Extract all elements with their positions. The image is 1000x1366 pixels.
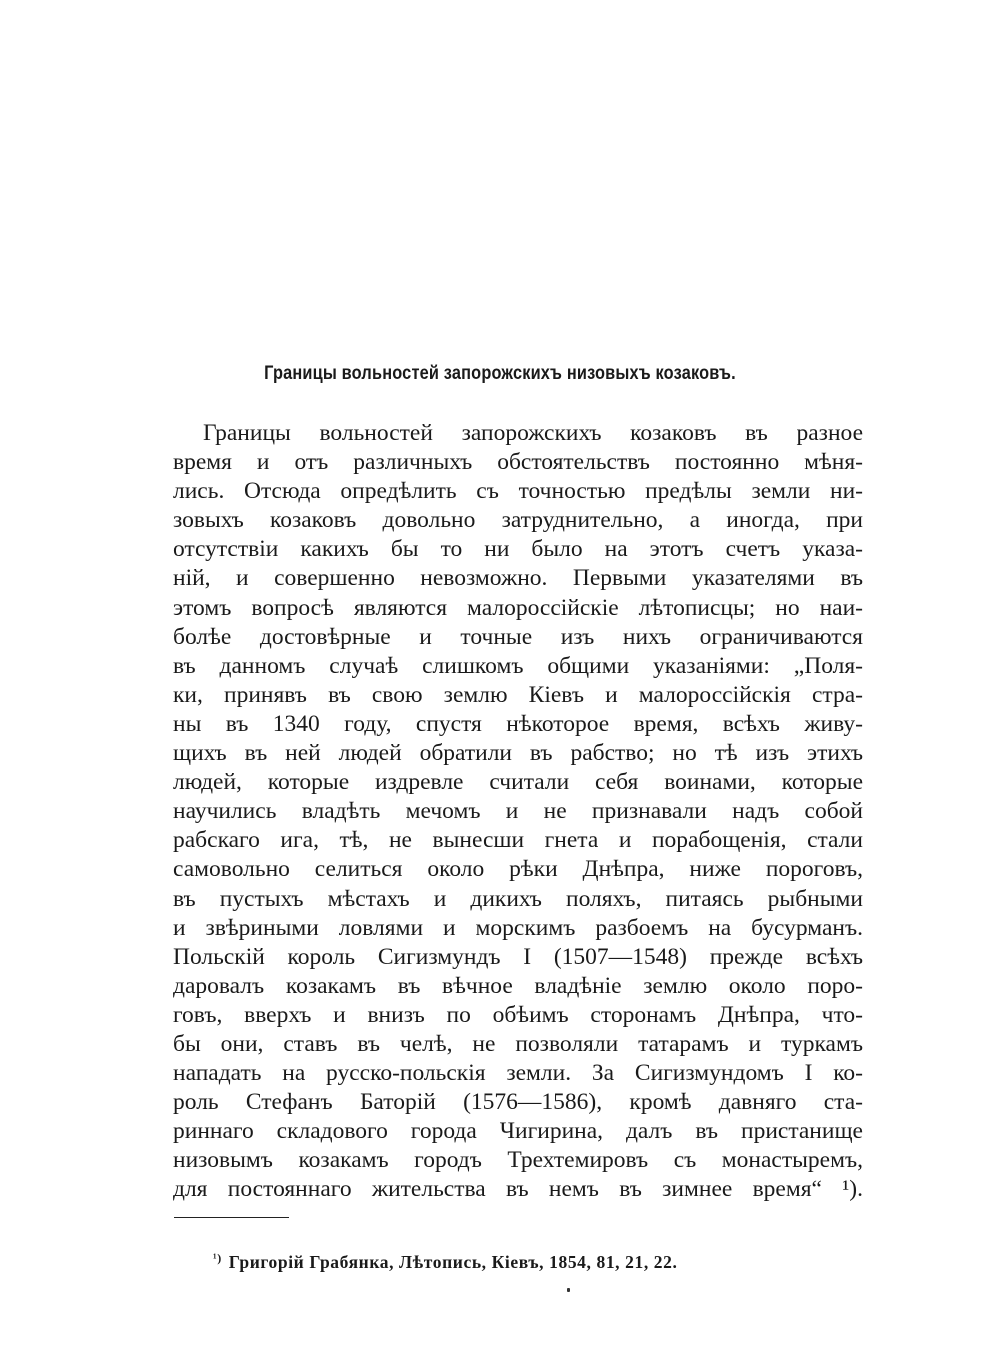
body-line: ній, и совершенно невозможно. Первыми указателями въ — [173, 565, 863, 592]
footnote-divider — [174, 1217, 289, 1218]
body-line: бы они, ставъ въ челѣ, не позволяли татарамъ и туркамъ — [173, 1030, 863, 1057]
body-line: ки, принявъ въ свою землю Кіевъ и малороссійскія стра- — [173, 681, 863, 708]
body-line: въ пустыхъ мѣстахъ и дикихъ поляхъ, питаясь рыбными — [173, 885, 863, 912]
body-line: низовымъ козакамъ городъ Трехтемировъ съ монастыремъ, — [173, 1147, 863, 1174]
print-speck — [567, 1288, 570, 1292]
body-paragraph — [173, 419, 863, 1205]
body-line: Границы вольностей запорожскихъ козаковъ въ разное — [203, 420, 863, 446]
body-line: ны въ 1340 году, спустя нѣкоторое время, всѣхъ живу- — [173, 710, 863, 737]
footnote-mark: ¹) — [213, 1251, 222, 1265]
body-line: зовыхъ козаковъ довольно затруднительно, а иногда, при — [173, 507, 863, 534]
body-line: рабскаго ига, тѣ, не вынесши гнета и порабощенія, стали — [173, 827, 863, 854]
body-line: риннаго складового города Чигирина, далъ въ пристанище — [173, 1118, 863, 1145]
body-line: отсутствіи какихъ бы то ни было на этотъ счетъ указа- — [173, 536, 863, 563]
body-line: людей, которые издревле считали себя воинами, которые — [173, 769, 863, 796]
body-line: самовольно селиться около рѣки Днѣпра, ниже пороговъ, — [173, 856, 863, 883]
body-line: лись. Отсюда опредѣлить съ точностью предѣлы земли ни- — [173, 478, 863, 505]
body-line: Польскій король Сигизмундъ I (1507—1548) прежде всѣхъ — [173, 943, 863, 970]
body-line: и звѣриными ловлями и морскимъ разбоемъ на бусурманъ. — [173, 914, 863, 941]
body-line: даровалъ козакамъ въ вѣчное владѣніе землю около поро- — [173, 972, 863, 999]
body-line: нападать на русско-польскія земли. За Сигизмундомъ I ко- — [173, 1060, 863, 1087]
body-line: научились владѣть мечомъ и не признавали надъ собой — [173, 798, 863, 825]
body-line: этомъ вопросѣ являются малороссійскіе лѣтописцы; но наи- — [173, 594, 863, 621]
body-line: въ данномъ случаѣ слишкомъ общими указаніями: „Поля- — [173, 652, 863, 679]
body-line: время и отъ различныхъ обстоятельствъ постоянно мѣня- — [173, 449, 863, 476]
footnote-text: Григорій Грабянка, Лѣтопись, Кіевъ, 1854, 81, 21, 22. — [228, 1252, 678, 1272]
body-line: болѣе достовѣрные и точные изъ нихъ ограничиваются — [173, 623, 863, 650]
page-title: Границы вольностей запорожскихъ низовыхъ козаковъ. — [264, 363, 736, 384]
body-line: роль Стефанъ Баторій (1576—1586), кромѣ давняго ста- — [173, 1089, 863, 1116]
body-line: щихъ въ ней людей обратили въ рабство; но тѣ изъ этихъ — [173, 740, 863, 767]
body-line: говъ, вверхъ и внизъ по обѣимъ сторонамъ Днѣпра, что- — [173, 1001, 863, 1028]
body-line: для постояннаго жительства въ немъ въ зимнее время“ ¹). — [173, 1176, 863, 1203]
footnote — [213, 1251, 677, 1273]
